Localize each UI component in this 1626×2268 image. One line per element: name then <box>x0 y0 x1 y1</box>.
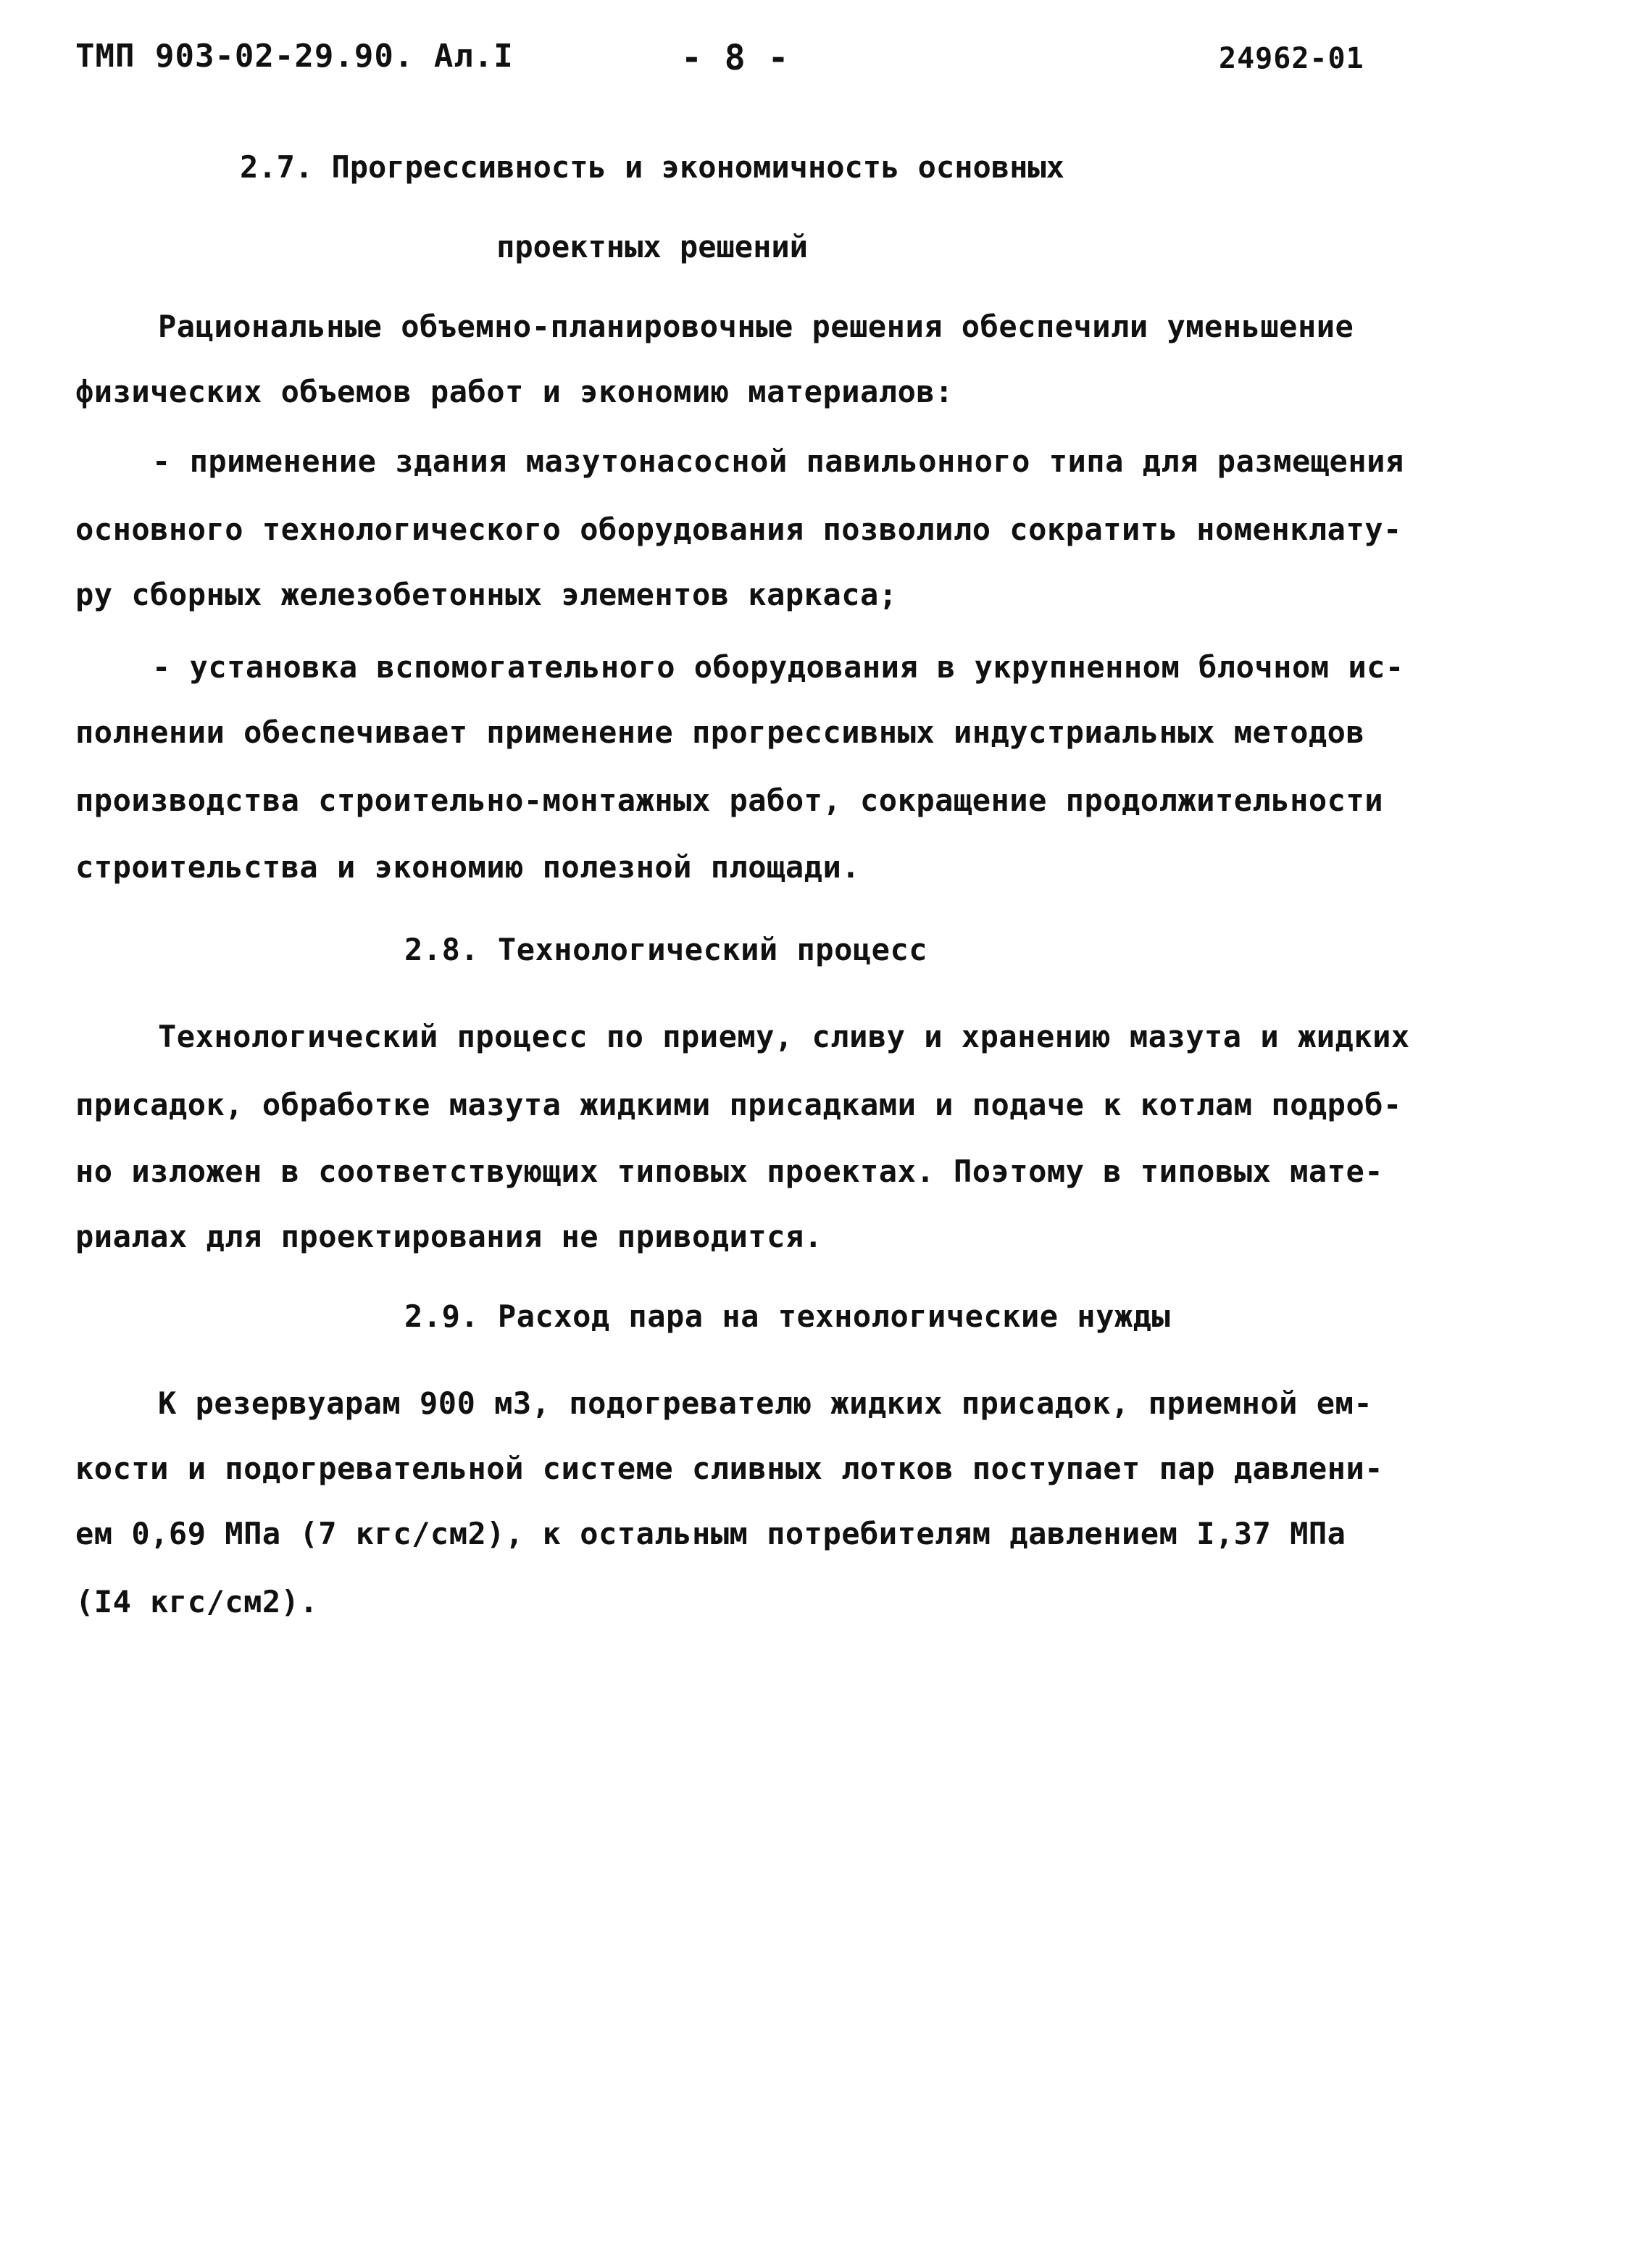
section-2-7-title-line-2: проектных решений <box>496 229 808 264</box>
section-2-9-line: (I4 кгс/см2). <box>75 1584 319 1619</box>
section-2-8-title: 2.8. Технологический процесс <box>404 932 928 967</box>
section-2-7-line: - установка вспомогательного оборудования в укрупненном блочном ис- <box>152 649 1404 685</box>
section-2-9-title: 2.9. Расход пара на технологические нужды <box>404 1298 1171 1334</box>
section-2-7-line: физических объемов работ и экономию материалов: <box>75 374 954 409</box>
section-2-7-line: ру сборных железобетонных элементов каркаса; <box>75 577 898 612</box>
section-2-9-line: кости и подогревательной системе сливных лотков поступает пар давлени- <box>75 1451 1384 1486</box>
section-2-8-line: но изложен в соответствующих типовых проектах. Поэтому в типовых мате- <box>75 1154 1384 1189</box>
section-2-9-line: ем 0,69 МПа (7 кгс/см2), к остальным потребителям давлением I,37 МПа <box>75 1516 1346 1551</box>
section-2-7-line: производства строительно-монтажных работ, сокращение продолжительности <box>75 783 1384 818</box>
section-2-8-line: риалах для проектирования не приводится. <box>75 1219 823 1254</box>
section-2-9-line: К резервуарам 900 м3, подогревателю жидких присадок, приемной ем- <box>158 1385 1373 1421</box>
section-2-8-line: Технологический процесс по приему, сливу и хранению мазута и жидких <box>158 1019 1410 1054</box>
section-2-8-line: присадок, обработке мазута жидкими присадками и подаче к котлам подроб- <box>75 1087 1402 1122</box>
section-2-7-line: Рациональные объемно-планировочные решения обеспечили уменьшение <box>158 309 1354 344</box>
section-2-7-line: полнении обеспечивает применение прогрессивных индустриальных методов <box>75 714 1365 750</box>
section-2-7-title-line-1: 2.7. Прогрессивность и экономичность основных <box>240 149 1064 185</box>
section-2-7-line: - применение здания мазутонасосной павильонного типа для размещения <box>152 443 1404 479</box>
section-2-7-line: строительства и экономию полезной площади. <box>75 849 861 885</box>
page-number: - 8 - <box>681 38 790 78</box>
inventory-number: 24962-01 <box>1219 42 1364 75</box>
doc-code: ТМП 903-02-29.90. Ал.I <box>75 38 514 75</box>
section-2-7-line: основного технологического оборудования позволило сократить номенклату- <box>75 512 1402 547</box>
